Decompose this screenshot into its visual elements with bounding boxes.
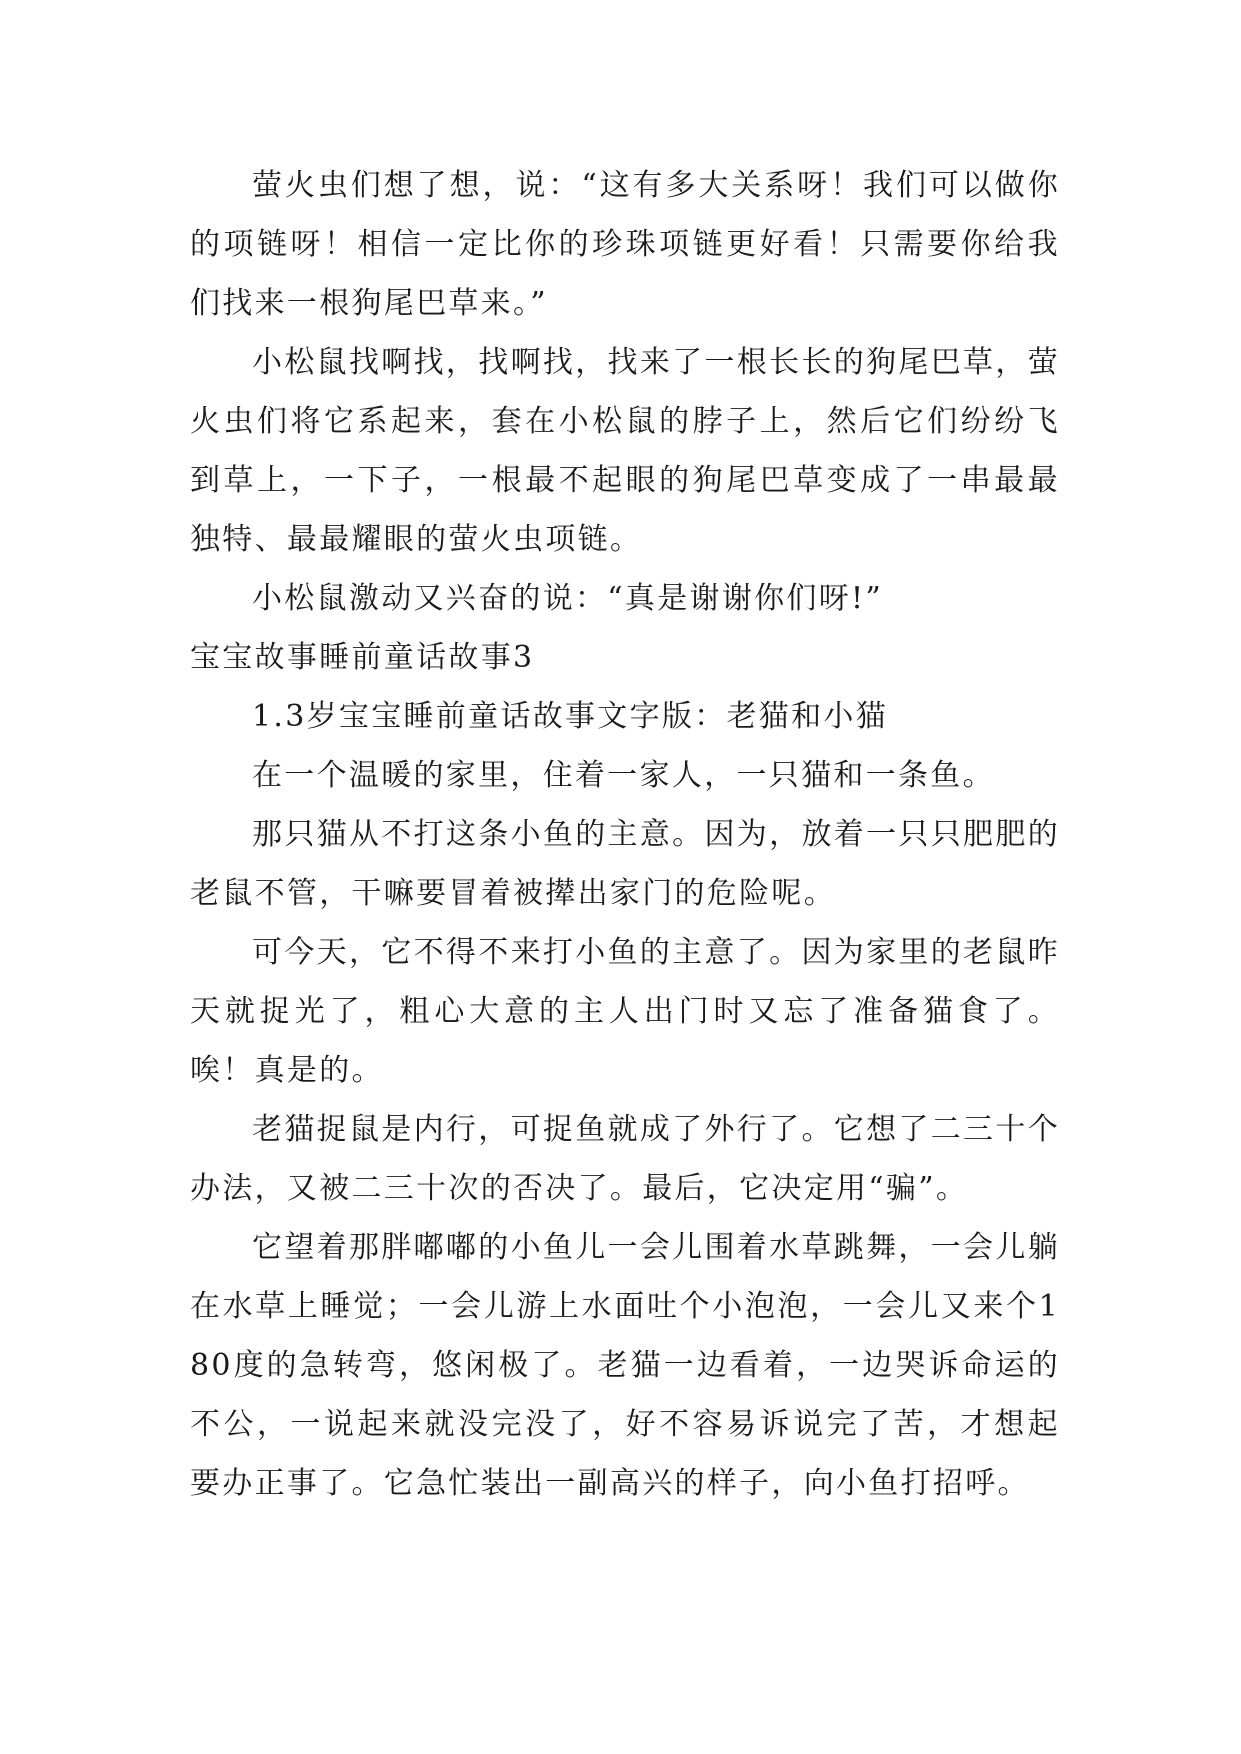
- paragraph-no-mice: 可今天，它不得不来打小鱼的主意了。因为家里的老鼠昨天就捉光了，粗心大意的主人出门时又忘了准备猫食了。唉！真是的。: [190, 935, 1060, 1088]
- paragraph-cat-ignores-fish: 那只猫从不打这条小鱼的主意。因为，放着一只只肥肥的老鼠不管，干嘛要冒着被撵出家门的危险呢。: [190, 817, 1060, 911]
- section-heading: 宝宝故事睡前童话故事3: [190, 640, 535, 675]
- paragraph-fireflies-reply: 萤火虫们想了想，说：“这有多大关系呀！我们可以做你的项链呀！相信一定比你的珍珠项链更好看！只需要你给我们找来一根狗尾巴草来。”: [190, 168, 1060, 321]
- paragraph-squirrel-thanks: 小松鼠激动又兴奋的说：“真是谢谢你们呀!”: [252, 581, 884, 616]
- paragraph-firefly-necklace: 小松鼠找啊找，找啊找，找来了一根长长的狗尾巴草，萤火虫们将它系起来，套在小松鼠的脖子上，然后它们纷纷飞到草上，一下子，一根最不起眼的狗尾巴草变成了一串最最独特、最最耀眼的萤火虫项链。: [190, 345, 1060, 557]
- paragraph-fish-playing: 它望着那胖嘟嘟的小鱼儿一会儿围着水草跳舞，一会儿躺在水草上睡觉；一会儿游上水面吐个小泡泡，一会儿又来个180度的急转弯，悠闲极了。老猫一边看着，一边哭诉命运的不公，一说起来就没完没了，好不容易诉说完了苦，才想起要办正事了。它急忙装出一副高兴的样子，向小鱼打招呼。: [190, 1230, 1060, 1501]
- paragraph-warm-home: 在一个温暖的家里，住着一家人，一只猫和一条鱼。: [252, 758, 995, 793]
- document-body: [190, 156, 1060, 1513]
- paragraph-cat-plans: 老猫捉鼠是内行，可捉鱼就成了外行了。它想了二三十个办法，又被二三十次的否决了。最后，它决定用“骗”。: [190, 1112, 1060, 1206]
- story-title: 1.3岁宝宝睡前童话故事文字版：老猫和小猫: [252, 699, 889, 734]
